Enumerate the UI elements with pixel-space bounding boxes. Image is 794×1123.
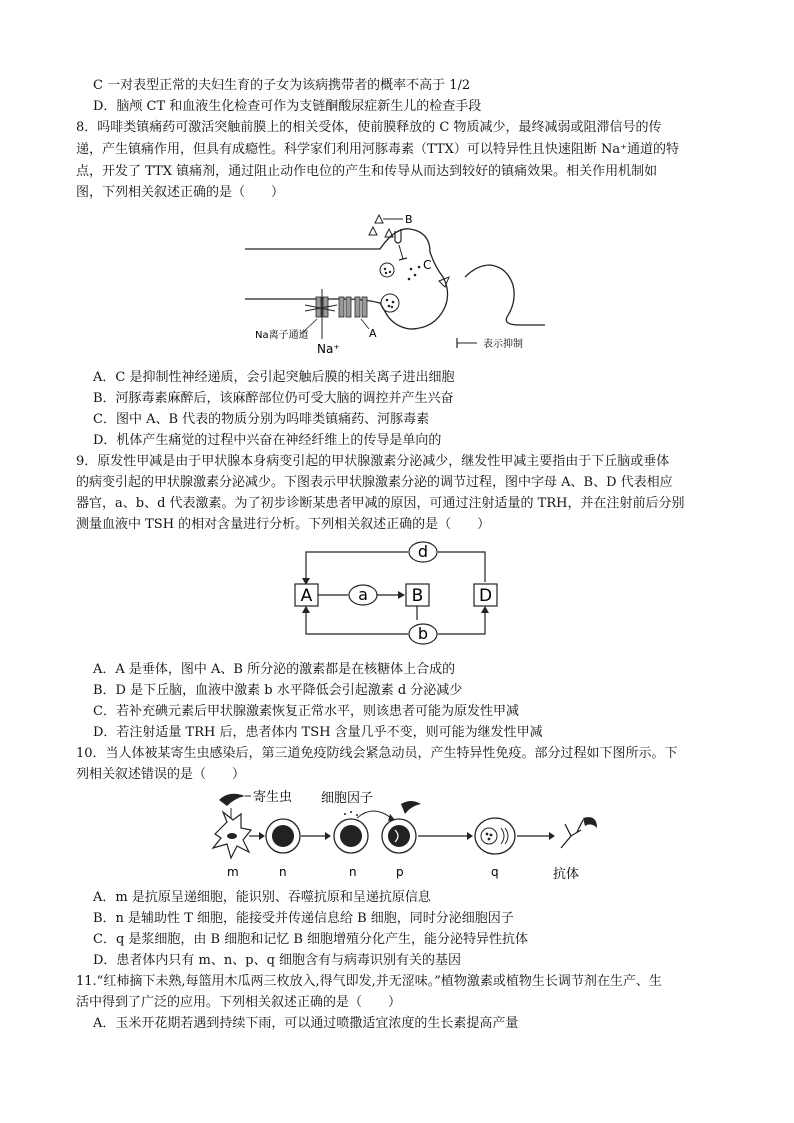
q9-stem-line-4: 测量血液中 TSH 的相对含量进行分析。下列相关叙述正确的是（ ） (76, 517, 491, 532)
cell-p-label: p (396, 865, 404, 879)
antigen-bound-icon (401, 801, 421, 814)
inhibition-legend-label: 表示抑制 (483, 339, 523, 350)
q9-option-d: D．若注射适量 TRH 后，患者体内 TSH 含量几乎不变，则可能为继发性甲减 (93, 725, 543, 740)
vesicle-1 (380, 263, 394, 277)
q8-option-b: B．河豚毒素麻醉后，该麻醉部位仍可受大脑的调控并产生兴奋 (93, 391, 454, 406)
postsynaptic-membrane-upper (465, 265, 545, 325)
label-c: C (423, 258, 432, 272)
synapse-figure (245, 207, 545, 362)
immune-response-figure (205, 784, 615, 884)
q8-stem-line-2: 递，产生镇痛作用，但具有成瘾性。科学家们利用河豚毒素（TTX）可以特异性且快速阻断 Na⁺通道的特 (76, 142, 679, 157)
cell-m-label: m (227, 865, 239, 879)
cell-n-label-1: n (279, 865, 287, 879)
inhibition-arrow (399, 245, 403, 259)
cytokine-label: 细胞因子 (321, 791, 374, 806)
q7-option-d: D．脑颅 CT 和血液生化检查可作为支链酮酸尿症新生儿的检查手段 (93, 99, 482, 114)
q9-option-a: A．A 是垂体，图中 A、B 所分泌的激素都是在核糖体上合成的 (93, 662, 456, 677)
cell-n-label-2: n (349, 865, 357, 879)
q7-option-c: C 一对表型正常的夫妇生育的子女为该病携带者的概率不高于 1/2 (93, 78, 471, 93)
organ-b-label: B (411, 586, 424, 606)
organ-a-label: A (300, 586, 313, 606)
q11-option-a: A．玉米开花期若遇到持续下雨，可以通过喷撒适宜浓度的生长素提高产量 (93, 1016, 519, 1031)
q10-option-c: C．q 是浆细胞，由 B 细胞和记忆 B 细胞增殖分化产生，能分泌特异性抗体 (93, 932, 529, 947)
q10-stem-line-1: 10．当人体被某寄生虫感染后，第三道免疫防线会紧急动员，产生特异性免疫。部分过程如下图所示。下 (76, 746, 678, 761)
q9-option-c: C．若补充碘元素后甲状腺激素恢复正常水平，则该患者可能为原发性甲减 (93, 704, 519, 719)
hormone-b-label: b (417, 624, 429, 643)
na-channel-2 (339, 297, 351, 317)
drug-b-molecule-1 (375, 215, 383, 223)
parasite-icon (219, 794, 245, 806)
organ-d-label: D (478, 586, 493, 606)
cell-q-label: q (491, 865, 499, 879)
q8-option-a: A．C 是抑制性神经递质，会引起突触后膜的相关离子进出细胞 (93, 370, 455, 385)
label-b: B (405, 213, 413, 226)
q11-stem-line-1: 11.“红柿摘下未熟,每篮用木瓜两三枚放入,得气即发,并无涩味。”植物激素或植物生长调节剂在生产、生 (76, 974, 662, 989)
antibody-icon (561, 820, 583, 848)
q10-option-a: A．m 是抗原呈递细胞，能识别、吞噬抗原和呈递抗原信息 (93, 890, 431, 905)
q10-option-d: D．患者体内只有 m、n、p、q 细胞含有与病毒识别有关的基因 (93, 953, 462, 968)
q9-stem-line-2: 的病变引起的甲状腺激素分泌减少。下图表示甲状腺激素分泌的调节过程，图中字母 A、B、D 代表相应 (76, 475, 673, 490)
q8-option-c: C．图中 A、B 代表的物质分别为吗啡类镇痛药、河豚毒素 (93, 412, 430, 427)
postsynaptic-receptor (439, 277, 449, 287)
antibody-label: 抗体 (553, 867, 580, 882)
q11-stem-line-2: 活中得到了广泛的应用。下列相关叙述正确的是（ ） (76, 995, 402, 1010)
na-ion-label: Na⁺ (317, 342, 340, 356)
hormone-d-label: d (417, 542, 429, 561)
q8-option-d: D．机体产生痛觉的过程中兴奋在神经纤维上的传导是单向的 (93, 433, 442, 448)
label-a: A (369, 327, 377, 340)
q10-stem-line-2: 列相关叙述错误的是（ ） (76, 767, 246, 782)
q9-stem-line-3: 器官，a、b、d 代表激素。为了初步诊断某患者甲减的原因，可通过注射适量的 TRH，并在注射前后分别 (76, 496, 685, 511)
drug-b-molecule-2 (369, 227, 377, 235)
vesicle-2 (381, 294, 399, 312)
thyroid-regulation-figure (290, 538, 500, 648)
q8-stem-line-3: 点，开发了 TTX 镇痛剂，通过阻止动作电位的产生和传导从而达到较好的镇痛效果。相关作用机制如 (76, 164, 658, 179)
hormone-a-label: a (358, 585, 368, 604)
q9-stem-line-1: 9．原发性甲减是由于甲状腺本身病变引起的甲状腺激素分泌减少，继发性甲减主要指由于下丘脑或垂体 (76, 454, 670, 469)
parasite-label: 寄生虫 (253, 790, 293, 805)
q8-stem-line-4: 图，下列相关叙述正确的是（ ） (76, 185, 285, 200)
q8-stem-line-1: 8．吗啡类镇痛药可激活突触前膜上的相关受体，使前膜释放的 C 物质减少，最终减弱或阻滞信号的传 (76, 120, 662, 135)
q9-option-b: B．D 是下丘脑，血液中激素 b 水平降低会引起激素 d 分泌减少 (93, 683, 463, 698)
q10-option-b: B．n 是辅助性 T 细胞，能接受并传递信息给 B 细胞，同时分泌细胞因子 (93, 911, 514, 926)
na-channel-label: Na离子通道 (255, 330, 309, 341)
